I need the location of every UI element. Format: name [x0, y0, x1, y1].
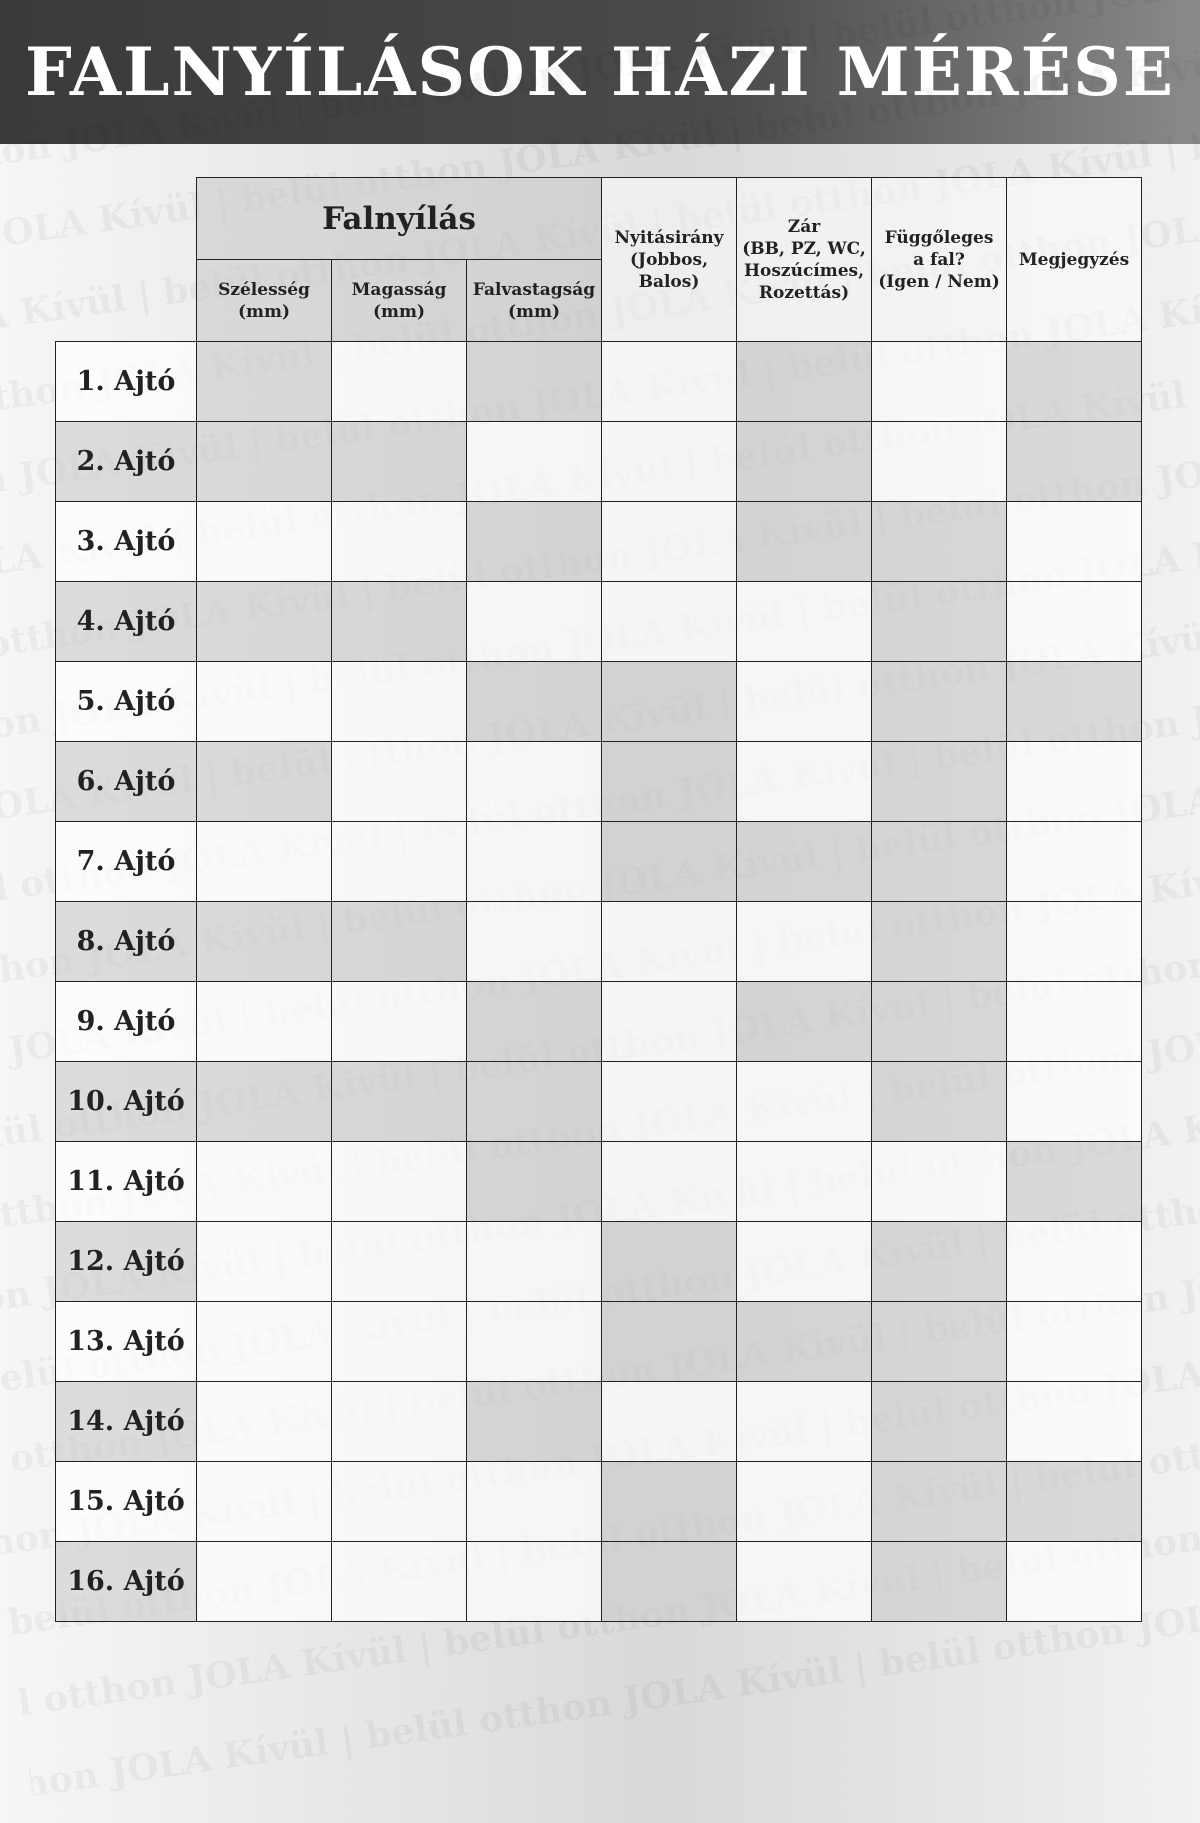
cell-vertical[interactable]: [872, 1542, 1007, 1622]
cell-width[interactable]: [197, 1462, 332, 1542]
col-header-wall: Falvastagság (mm): [467, 260, 602, 342]
cell-opening[interactable]: [602, 1542, 737, 1622]
table-row: [56, 1062, 1142, 1142]
cell-opening[interactable]: [602, 1062, 737, 1142]
row-label: 1. Ajtó: [56, 342, 197, 422]
row-label: 13. Ajtó: [56, 1302, 197, 1382]
cell-width[interactable]: [197, 1382, 332, 1462]
table-row: [56, 982, 1142, 1062]
cell-note[interactable]: [1007, 982, 1142, 1062]
row-label: 3. Ajtó: [56, 502, 197, 582]
cell-note[interactable]: [1007, 1542, 1142, 1622]
cell-lock[interactable]: [737, 1302, 872, 1382]
cell-note[interactable]: [1007, 902, 1142, 982]
cell-note[interactable]: [1007, 1462, 1142, 1542]
cell-wall[interactable]: [467, 422, 602, 502]
cell-opening[interactable]: [602, 1142, 737, 1222]
cell-lock[interactable]: [737, 582, 872, 662]
cell-height[interactable]: [332, 1222, 467, 1302]
row-label: 10. Ajtó: [56, 1062, 197, 1142]
cell-width[interactable]: [197, 662, 332, 742]
cell-width[interactable]: [197, 1142, 332, 1222]
cell-lock[interactable]: [737, 422, 872, 502]
col-header-height: Magasság (mm): [332, 260, 467, 342]
col-header-lock: Zár (BB, PZ, WC, Hoszúcímes, Rozettás): [737, 178, 872, 342]
cell-wall[interactable]: [467, 662, 602, 742]
cell-vertical[interactable]: [872, 1382, 1007, 1462]
cell-lock[interactable]: [737, 742, 872, 822]
cell-lock[interactable]: [737, 1382, 872, 1462]
row-label: 5. Ajtó: [56, 662, 197, 742]
cell-width[interactable]: [197, 982, 332, 1062]
row-label: 16. Ajtó: [56, 1542, 197, 1622]
cell-wall[interactable]: [467, 1062, 602, 1142]
cell-lock[interactable]: [737, 822, 872, 902]
cell-opening[interactable]: [602, 742, 737, 822]
cell-note[interactable]: [1007, 422, 1142, 502]
row-label: 11. Ajtó: [56, 1142, 197, 1222]
cell-opening[interactable]: [602, 582, 737, 662]
cell-note[interactable]: [1007, 582, 1142, 662]
cell-vertical[interactable]: [872, 582, 1007, 662]
measurement-table: [55, 177, 1142, 1622]
cell-wall[interactable]: [467, 902, 602, 982]
row-label: 15. Ajtó: [56, 1462, 197, 1542]
table-row: [56, 1142, 1142, 1222]
cell-vertical[interactable]: [872, 1222, 1007, 1302]
col-header-vertical: Függőleges a fal? (Igen / Nem): [872, 178, 1007, 342]
cell-height[interactable]: [332, 982, 467, 1062]
cell-width[interactable]: [197, 422, 332, 502]
cell-note[interactable]: [1007, 502, 1142, 582]
cell-height[interactable]: [332, 1062, 467, 1142]
cell-lock[interactable]: [737, 1062, 872, 1142]
cell-opening[interactable]: [602, 502, 737, 582]
cell-lock[interactable]: [737, 982, 872, 1062]
table-row: [56, 1382, 1142, 1462]
cell-vertical[interactable]: [872, 982, 1007, 1062]
cell-vertical[interactable]: [872, 822, 1007, 902]
cell-width[interactable]: [197, 822, 332, 902]
cell-vertical[interactable]: [872, 1062, 1007, 1142]
cell-height[interactable]: [332, 1462, 467, 1542]
table-row: [56, 902, 1142, 982]
cell-opening[interactable]: [602, 1462, 737, 1542]
cell-note[interactable]: [1007, 1382, 1142, 1462]
cell-opening[interactable]: [602, 1382, 737, 1462]
cell-lock[interactable]: [737, 1542, 872, 1622]
cell-opening[interactable]: [602, 1222, 737, 1302]
cell-wall[interactable]: [467, 1542, 602, 1622]
row-label: 9. Ajtó: [56, 982, 197, 1062]
cell-lock[interactable]: [737, 662, 872, 742]
cell-note[interactable]: [1007, 1302, 1142, 1382]
cell-height[interactable]: [332, 422, 467, 502]
cell-width[interactable]: [197, 902, 332, 982]
table-corner: [56, 178, 197, 342]
cell-opening[interactable]: [602, 662, 737, 742]
table-row: [56, 1302, 1142, 1382]
cell-lock[interactable]: [737, 902, 872, 982]
cell-note[interactable]: [1007, 742, 1142, 822]
table-row: [56, 742, 1142, 822]
cell-opening[interactable]: [602, 422, 737, 502]
cell-lock[interactable]: [737, 1462, 872, 1542]
page-title: FALNYÍLÁSOK HÁZI MÉRÉSE: [24, 33, 1176, 111]
cell-height[interactable]: [332, 822, 467, 902]
cell-vertical[interactable]: [872, 902, 1007, 982]
cell-vertical[interactable]: [872, 422, 1007, 502]
row-label: 6. Ajtó: [56, 742, 197, 822]
table-row: [56, 582, 1142, 662]
row-label: 12. Ajtó: [56, 1222, 197, 1302]
cell-width[interactable]: [197, 1222, 332, 1302]
cell-opening[interactable]: [602, 902, 737, 982]
cell-note[interactable]: [1007, 342, 1142, 422]
row-label: 4. Ajtó: [56, 582, 197, 662]
cell-height[interactable]: [332, 662, 467, 742]
cell-width[interactable]: [197, 1302, 332, 1382]
cell-lock[interactable]: [737, 502, 872, 582]
cell-wall[interactable]: [467, 982, 602, 1062]
cell-vertical[interactable]: [872, 662, 1007, 742]
cell-height[interactable]: [332, 742, 467, 822]
cell-vertical[interactable]: [872, 1142, 1007, 1222]
col-header-opening: Nyitásirány (Jobbos, Balos): [602, 178, 737, 342]
cell-width[interactable]: [197, 1542, 332, 1622]
row-label: 14. Ajtó: [56, 1382, 197, 1462]
cell-lock[interactable]: [737, 342, 872, 422]
cell-note[interactable]: [1007, 822, 1142, 902]
cell-lock[interactable]: [737, 1222, 872, 1302]
cell-height[interactable]: [332, 342, 467, 422]
cell-wall[interactable]: [467, 502, 602, 582]
cell-height[interactable]: [332, 502, 467, 582]
cell-vertical[interactable]: [872, 742, 1007, 822]
cell-height[interactable]: [332, 582, 467, 662]
cell-height[interactable]: [332, 1142, 467, 1222]
cell-height[interactable]: [332, 902, 467, 982]
cell-vertical[interactable]: [872, 1302, 1007, 1382]
cell-wall[interactable]: [467, 1142, 602, 1222]
cell-note[interactable]: [1007, 1062, 1142, 1142]
row-label: 7. Ajtó: [56, 822, 197, 902]
cell-opening[interactable]: [602, 1302, 737, 1382]
cell-width[interactable]: [197, 342, 332, 422]
cell-width[interactable]: [197, 742, 332, 822]
cell-opening[interactable]: [602, 342, 737, 422]
table-row: [56, 422, 1142, 502]
table-row: [56, 502, 1142, 582]
cell-opening[interactable]: [602, 822, 737, 902]
falnyilas-group-header: Falnyílás: [197, 178, 602, 260]
table-row: [56, 822, 1142, 902]
cell-width[interactable]: [197, 502, 332, 582]
cell-vertical[interactable]: [872, 502, 1007, 582]
cell-width[interactable]: [197, 1062, 332, 1142]
row-label: 8. Ajtó: [56, 902, 197, 982]
table-row: [56, 662, 1142, 742]
col-header-width: Szélesség (mm): [197, 260, 332, 342]
cell-opening[interactable]: [602, 982, 737, 1062]
cell-vertical[interactable]: [872, 1462, 1007, 1542]
row-label: 2. Ajtó: [56, 422, 197, 502]
cell-wall[interactable]: [467, 742, 602, 822]
col-header-note: Megjegyzés: [1007, 178, 1142, 342]
cell-wall[interactable]: [467, 342, 602, 422]
cell-wall[interactable]: [467, 1222, 602, 1302]
cell-height[interactable]: [332, 1382, 467, 1462]
cell-lock[interactable]: [737, 1142, 872, 1222]
cell-height[interactable]: [332, 1542, 467, 1622]
table-row: [56, 1462, 1142, 1542]
cell-height[interactable]: [332, 1302, 467, 1382]
cell-note[interactable]: [1007, 1142, 1142, 1222]
cell-wall[interactable]: [467, 1462, 602, 1542]
cell-note[interactable]: [1007, 1222, 1142, 1302]
table-row: [56, 1542, 1142, 1622]
cell-wall[interactable]: [467, 822, 602, 902]
table-row: [56, 1222, 1142, 1302]
cell-note[interactable]: [1007, 662, 1142, 742]
cell-wall[interactable]: [467, 582, 602, 662]
cell-wall[interactable]: [467, 1302, 602, 1382]
cell-width[interactable]: [197, 582, 332, 662]
cell-wall[interactable]: [467, 1382, 602, 1462]
cell-vertical[interactable]: [872, 342, 1007, 422]
table-row: [56, 342, 1142, 422]
